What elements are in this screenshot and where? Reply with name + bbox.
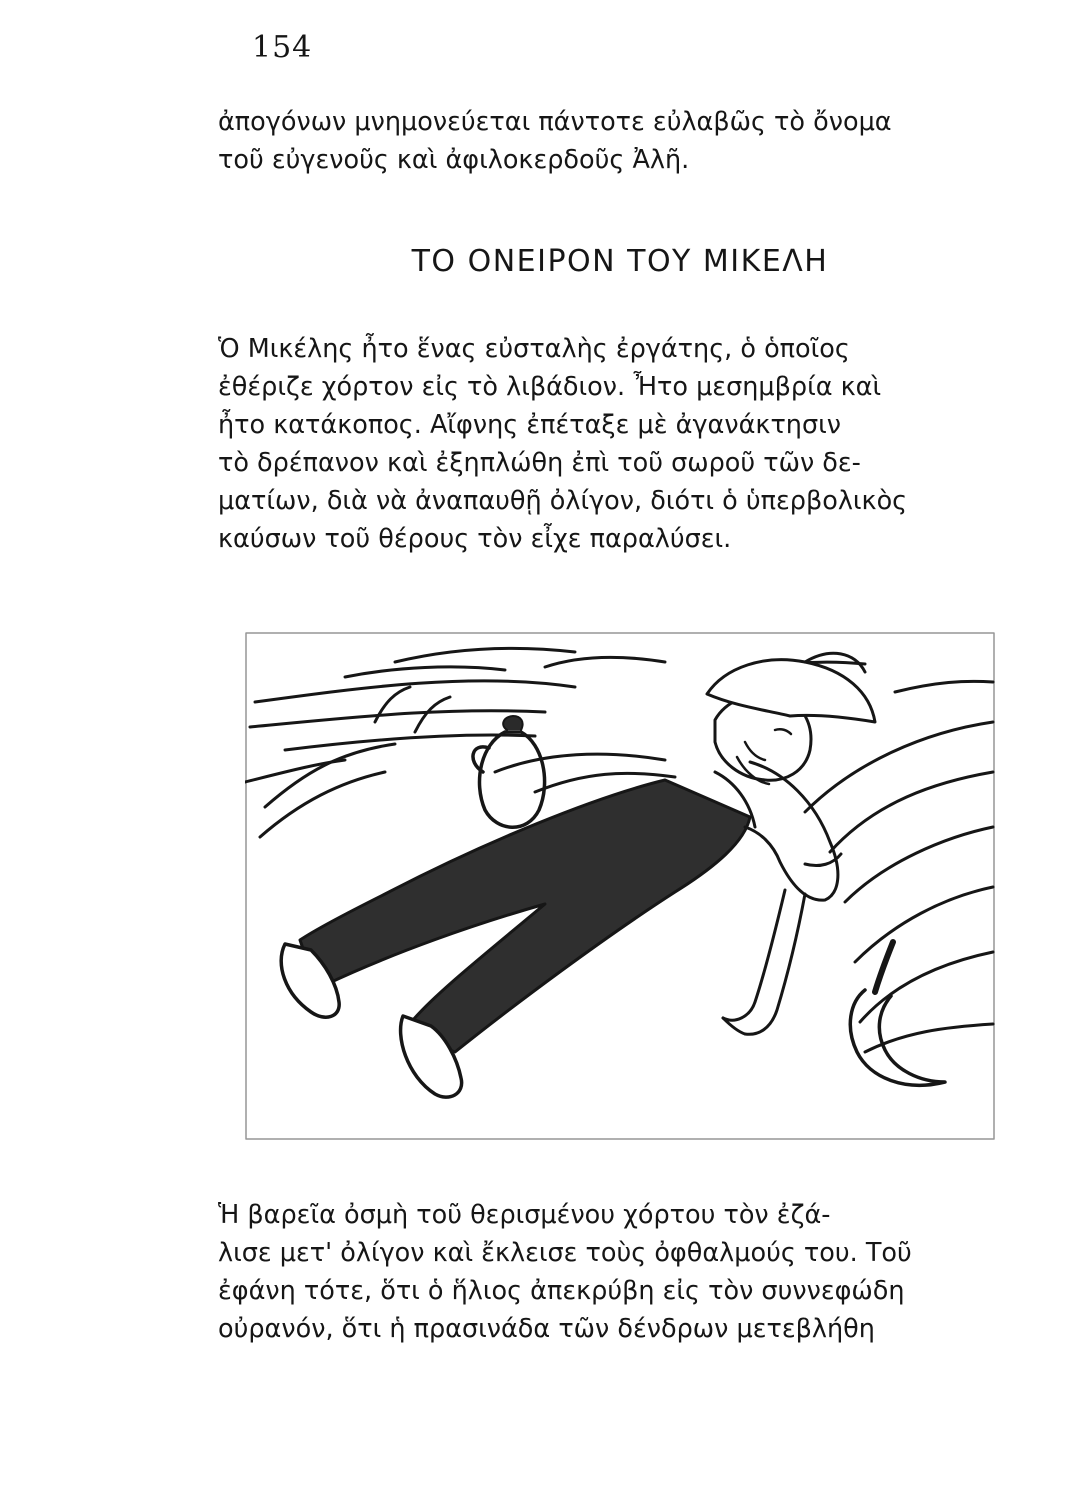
text-line: λισε μετ' ὀλίγον καὶ ἔκλεισε τοὺς ὀφθαλμούς του. Τοῦ [218, 1238, 912, 1268]
text-line: Ἡ βαρεῖα ὀσμὴ τοῦ θερισμένου χόρτου τὸν ἐζά- [218, 1200, 831, 1230]
text-line: οὐρανόν, ὅτι ἡ πρασινάδα τῶν δένδρων μετεβλήθη [218, 1314, 875, 1344]
illustration-sleeping-reaper [245, 632, 995, 1140]
trousers [300, 780, 750, 1052]
arm [723, 890, 805, 1034]
water-jug [473, 716, 545, 827]
chapter-title: ΤΟ ΟΝΕΙΡΟΝ ΤΟΥ ΜΙΚΕΛΗ [411, 244, 829, 279]
text-line: ἐφάνη τότε, ὅτι ὁ ἥλιος ἀπεκρύβη εἰς τὸν συννεφώδη [218, 1276, 905, 1306]
paragraph-1 [218, 330, 1048, 558]
intro-paragraph [218, 103, 1048, 179]
text-line: ἀπογόνων μνημονεύεται πάντοτε εὐλαβῶς τὸ ὄνομα [218, 107, 892, 137]
text-line: τὸ δρέπανον καὶ ἐξηπλώθη ἐπὶ τοῦ σωροῦ τῶν δε- [218, 448, 861, 478]
text-line: ἦτο κατάκοπος. Αἴφνης ἐπέταξε μὲ ἀγανάκτησιν [218, 410, 841, 440]
paragraph-2 [218, 1196, 1048, 1348]
sickle [850, 942, 945, 1085]
text-line: Ὁ Μικέλης ἦτο ἕνας εὐσταλὴς ἐργάτης, ὁ ὁποῖος [218, 334, 850, 364]
text-line: ἐθέριζε χόρτον εἰς τὸ λιβάδιον. Ἦτο μεσημβρία καὶ [218, 372, 882, 402]
text-line: ματίων, διὰ νὰ ἀναπαυθῇ ὀλίγον, διότι ὁ ὑπερβολικὸς [218, 486, 908, 516]
text-line: καύσων τοῦ θέρους τὸν εἶχε παραλύσει. [218, 524, 732, 554]
head [707, 653, 875, 784]
text-line: τοῦ εὐγενοῦς καὶ ἀφιλοκερδοῦς Ἀλῆ. [218, 145, 690, 175]
page-number: 154 [252, 30, 313, 65]
